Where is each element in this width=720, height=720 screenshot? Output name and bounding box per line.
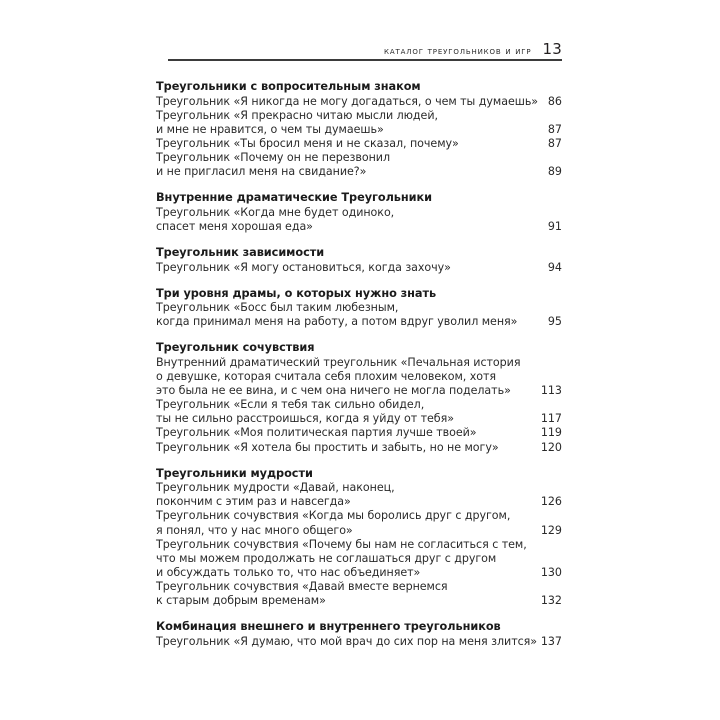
toc-entry-text: Треугольник «Я думаю, что мой врач до сих пор на меня злится» xyxy=(156,634,538,648)
toc-entry-line xyxy=(156,220,562,234)
toc-entry-text: и обсуждать только то, что нас объединяет» xyxy=(156,565,421,579)
toc-entry-text: Треугольник сочувствия «Давай вместе вернемся xyxy=(156,579,448,593)
toc-entry-text: Треугольник «Моя политическая партия лучше твоей» xyxy=(156,426,477,440)
toc-entry-page-number: 117 xyxy=(540,412,562,426)
toc-entry-page-number: 94 xyxy=(547,260,562,274)
toc-section-title: Треугольники мудрости xyxy=(156,466,313,480)
toc-entry-text: Треугольник «Почему он не перезвонил xyxy=(156,150,390,164)
toc-entry-page-number: 95 xyxy=(547,315,562,329)
toc-entry-line xyxy=(156,481,562,495)
toc-entry-line xyxy=(156,594,562,608)
toc-entry-line xyxy=(156,509,562,523)
toc-section-title: Комбинация внешнего и внутреннего треугольников xyxy=(156,620,501,634)
toc-entry-page-number: 130 xyxy=(540,565,562,579)
toc-entry-line xyxy=(156,441,562,455)
toc-entry-line xyxy=(156,495,562,509)
toc-entry-line xyxy=(156,538,562,552)
toc-entry-line xyxy=(156,206,562,220)
toc-entry[interactable] xyxy=(156,95,562,109)
toc-entry[interactable] xyxy=(156,356,562,398)
toc-entry-page-number: 89 xyxy=(547,165,562,179)
toc-section-title: Треугольники с вопросительным знаком xyxy=(156,80,421,93)
toc-entry[interactable] xyxy=(156,109,562,137)
toc-entry-line xyxy=(156,524,562,538)
toc-section-title: Внутренние драматические Треугольники xyxy=(156,191,432,205)
toc-entry-text: и мне не нравится, о чем ты думаешь» xyxy=(156,122,384,136)
toc-entry-text: что мы можем продолжать не соглашаться друг с другом xyxy=(156,551,497,565)
toc-section xyxy=(156,191,562,234)
toc-entry-line xyxy=(156,109,562,123)
toc-entry-line xyxy=(156,384,562,398)
toc-entry-line xyxy=(156,635,562,649)
toc-entry-text: Треугольник «Если я тебя так сильно обидел, xyxy=(156,398,425,412)
toc-entry-line xyxy=(156,356,562,370)
toc-entry[interactable] xyxy=(156,441,562,455)
toc-entry-page-number: 120 xyxy=(540,440,562,454)
toc-entry-page-number: 129 xyxy=(540,523,562,537)
toc-entry-line xyxy=(156,151,562,165)
toc-section-title: Треугольник зависимости xyxy=(156,245,325,259)
toc-section xyxy=(156,341,562,454)
toc-entry-text: Треугольник «Я хотела бы простить и забыть, но не могу» xyxy=(156,440,499,454)
toc-entry-page-number: 119 xyxy=(540,426,562,440)
toc-entry-text: Треугольник «Я прекрасно читаю мысли людей, xyxy=(156,108,438,122)
toc-entry[interactable] xyxy=(156,137,562,151)
toc-entry-line xyxy=(156,552,562,566)
toc-entry-line xyxy=(156,315,562,329)
toc-entry-line xyxy=(156,412,562,426)
toc-entry-text: к старым добрым временам» xyxy=(156,594,326,607)
toc-entry[interactable] xyxy=(156,426,562,440)
toc-entry[interactable] xyxy=(156,481,562,509)
toc-entry[interactable] xyxy=(156,261,562,275)
toc-entry-page-number: 113 xyxy=(540,384,562,398)
toc-entry-line xyxy=(156,370,562,384)
toc-entry-line xyxy=(156,580,562,594)
toc-entry-line xyxy=(156,123,562,137)
toc-entry-text: когда принимал меня на работу, а потом вдруг уволил меня» xyxy=(156,315,518,329)
running-header xyxy=(168,40,562,58)
toc-entry-text: Треугольник «Босс был таким любезным, xyxy=(156,301,399,315)
toc-section xyxy=(156,80,562,179)
running-header-title: каталог треугольников и игр xyxy=(384,46,532,57)
toc-section-title: Три уровня драмы, о которых нужно знать xyxy=(156,286,437,300)
toc-entry-page-number: 86 xyxy=(547,94,562,108)
toc-entry-text: Треугольник сочувствия «Когда мы боролись друг с другом, xyxy=(156,509,511,523)
toc-entry-line xyxy=(156,165,562,179)
toc-entry[interactable] xyxy=(156,580,562,608)
toc-entry-text: я понял, что у нас много общего» xyxy=(156,523,353,537)
toc-entry-page-number: 87 xyxy=(547,136,562,150)
toc-entry[interactable] xyxy=(156,398,562,426)
toc-entry-text: это была не ее вина, и с чем она ничего не могла поделать» xyxy=(156,384,511,398)
toc-entry-text: Треугольник «Ты бросил меня и не сказал, почему» xyxy=(156,136,459,150)
toc-entry-text: покончим с этим раз и навсегда» xyxy=(156,495,351,509)
toc-entry-page-number: 87 xyxy=(547,122,562,136)
toc-section xyxy=(156,467,562,608)
toc-section xyxy=(156,620,562,649)
toc-entry-line xyxy=(156,566,562,580)
toc-entry[interactable] xyxy=(156,151,562,179)
toc-entry-line xyxy=(156,426,562,440)
toc-entry-text: о девушке, которая считала себя плохим человеком, хотя xyxy=(156,370,497,384)
toc-entry-line xyxy=(156,261,562,275)
toc-entry-page-number: 132 xyxy=(540,594,562,607)
toc-entry[interactable] xyxy=(156,635,562,649)
toc-entry-line xyxy=(156,95,562,109)
table-of-contents xyxy=(156,80,562,649)
header-rule-divider xyxy=(168,59,562,61)
toc-entry-line xyxy=(156,137,562,151)
toc-entry-line xyxy=(156,301,562,315)
toc-section xyxy=(156,287,562,330)
toc-entry-text: Треугольник «Я никогда не могу догадаться, о чем ты думаешь» xyxy=(156,94,539,108)
toc-entry-text: Внутренний драматический треугольник «Печальная история xyxy=(156,356,521,369)
toc-entry[interactable] xyxy=(156,206,562,234)
toc-entry-text: Треугольник сочувствия «Почему бы нам не согласиться с тем, xyxy=(156,537,527,551)
toc-entry-text: Треугольник мудрости «Давай, наконец, xyxy=(156,481,395,495)
toc-entry[interactable] xyxy=(156,301,562,329)
toc-entry-text: Треугольник «Когда мне будет одиноко, xyxy=(156,205,395,219)
toc-entry-text: и не пригласил меня на свидание?» xyxy=(156,165,367,179)
toc-section-title: Треугольник сочувствия xyxy=(156,341,315,355)
toc-entry-text: ты не сильно расстроишься, когда я уйду от тебя» xyxy=(156,412,454,426)
toc-entry-text: Треугольник «Я могу остановиться, когда захочу» xyxy=(156,260,451,274)
toc-entry-page-number: 137 xyxy=(540,634,562,648)
toc-entry[interactable] xyxy=(156,509,562,537)
toc-entry-page-number: 126 xyxy=(540,495,562,509)
toc-entry-page-number: 91 xyxy=(547,219,562,233)
page-folio-number: 13 xyxy=(542,40,562,58)
toc-entry-text: спасет меня хорошая еда» xyxy=(156,219,313,233)
toc-entry[interactable] xyxy=(156,538,562,580)
toc-section xyxy=(156,246,562,275)
toc-entry-line xyxy=(156,398,562,412)
